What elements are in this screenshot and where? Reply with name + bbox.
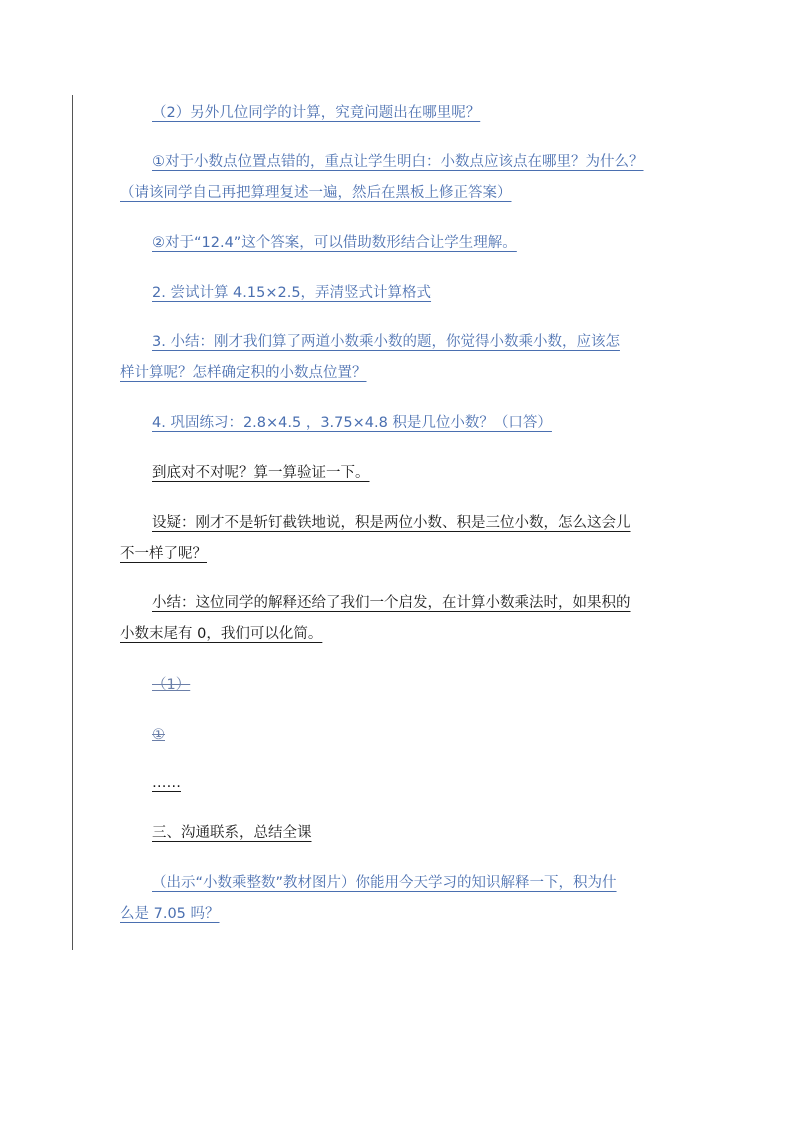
paragraph-doubt: [120, 508, 680, 570]
paragraph-question-2: [120, 98, 680, 129]
paragraph-closing: [120, 868, 680, 930]
text-line: 设疑：刚才不是斩钉截铁地说，积是两位小数、积是三位小数，怎么这会儿: [152, 515, 631, 531]
paragraph-step-2: [120, 278, 680, 309]
paragraph-deleted-1: [120, 670, 680, 701]
section-heading: 三、沟通联系，总结全课: [152, 825, 312, 841]
paragraph-summary: [120, 588, 680, 650]
paragraph-step-3: [120, 327, 680, 389]
text-line: ……: [152, 775, 181, 791]
deleted-text: ①: [152, 727, 165, 743]
text-line: 4. 巩固练习：2.8×4.5 ，3.75×4.8 积是几位小数？（口答）: [152, 415, 552, 431]
paragraph-ellipsis: [120, 768, 680, 799]
text-line: 样计算呢？怎样确定积的小数点位置？: [120, 365, 367, 381]
paragraph-point-2: [120, 228, 680, 259]
left-margin-line: [72, 95, 73, 950]
paragraph-verify: [120, 458, 680, 489]
text-line: ②对于“12.4”这个答案，可以借助数形结合让学生理解。: [152, 235, 517, 251]
text-line: 么是 7.05 吗？: [120, 906, 220, 922]
paragraph-point-1: [120, 147, 680, 209]
text-line: （请该同学自己再把算理复述一遍，然后在黑板上修正答案）: [120, 185, 512, 201]
text-line: 小结：这位同学的解释还给了我们一个启发，在计算小数乘法时，如果积的: [152, 595, 631, 611]
text-line: 小数末尾有 0，我们可以化简。: [120, 626, 323, 642]
text-line: 到底对不对呢？算一算验证一下。: [152, 465, 370, 481]
text-line: 3. 小结：刚才我们算了两道小数乘小数的题，你觉得小数乘小数，应该怎: [152, 334, 620, 350]
paragraph-step-4: [120, 408, 680, 439]
text-line: 2. 尝试计算 4.15×2.5，弄清竖式计算格式: [152, 285, 432, 301]
text-line: （2）另外几位同学的计算，究竟问题出在哪里呢？: [152, 105, 481, 121]
section-heading-3: [120, 818, 680, 849]
deleted-text: （1）: [152, 677, 191, 693]
text-line: 不一样了呢？: [120, 546, 207, 562]
text-line: ①对于小数点位置点错的，重点让学生明白：小数点应该点在哪里？为什么？: [152, 154, 644, 170]
paragraph-deleted-2: [120, 720, 680, 751]
text-line: （出示“小数乘整数”教材图片）你能用今天学习的知识解释一下，积为什: [152, 875, 617, 891]
